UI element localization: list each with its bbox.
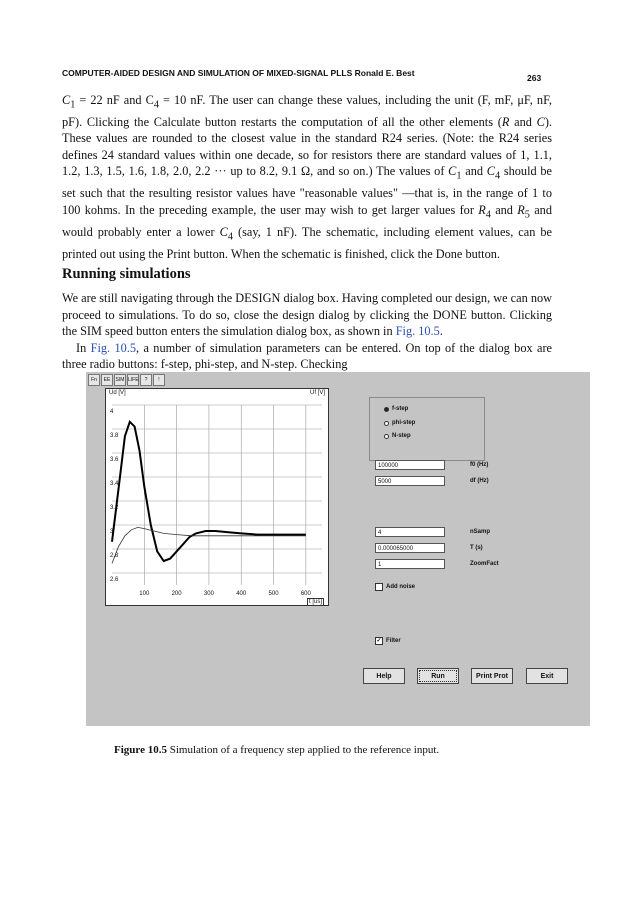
radio-n-step[interactable]: N-step [384,433,411,439]
body-paragraph-2: We are still navigating through the DESIGN dialog box. Having completed our design, we can now proceed to simulations. To do so, close the design dialog by clicking the DONE button. Clicking the SIM speed button enters the simulation dialog box, as shown in Fig. 10.5. In Fig. 10.5, a number of simulation parameters can be entered. On top of the dialog box are three radio buttons: f-step, phi-step, and N-step. Checking [62,291,553,371]
right-axis-label: Uf [V] [309,390,325,396]
x-tick-label: 200 [171,591,182,597]
zoomfact-label: ZoomFact [470,561,499,567]
df-input[interactable]: 5000 [375,476,445,486]
exit-button[interactable]: Exit [526,668,568,684]
nsamp-label: nSamp [470,529,491,535]
y-tick-label: 3.4 [110,481,119,487]
x-tick-label: 500 [268,591,279,597]
figure-link[interactable]: Fig. 10.5 [395,324,440,338]
x-tick-label: 100 [139,591,150,597]
toolbar-button[interactable]: ! [153,374,165,386]
help-button[interactable]: Help [363,668,405,684]
radio-f-step[interactable]: f-step [384,406,408,412]
simulation-plot [105,388,329,606]
x-unit-label: t [us] [309,599,323,605]
figure-caption: Figure 10.5 Simulation of a frequency step applied to the reference input. [114,744,440,756]
y-tick-label: 3.2 [110,505,119,511]
speed-toolbar [88,374,165,385]
running-title: COMPUTER-AIDED DESIGN AND SIMULATION OF MIXED-SIGNAL PLLS Ronald E. Best [62,68,415,78]
y-tick-label: 2.8 [110,553,119,559]
f0-label: f0 (Hz) [470,462,489,468]
x-tick-label: 400 [236,591,247,597]
run-button[interactable]: Run [417,668,459,684]
radio-indicator [384,434,389,439]
add-noise-checkbox[interactable]: Add noise [375,583,415,591]
toolbar-button[interactable]: EE [101,374,113,386]
radio-indicator [384,421,389,426]
checkbox-indicator [375,583,383,591]
print-prot-button[interactable]: Print Prot [471,668,513,684]
filter-checkbox[interactable]: ✓ Filter [376,638,401,644]
y-tick-label: 3 [110,529,114,535]
zoomfact-input[interactable]: 1 [375,559,445,569]
y-tick-label: 4 [110,409,114,415]
check-icon: ✓ [376,638,382,644]
figure-link[interactable]: Fig. 10.5 [90,340,137,355]
radio-phi-step[interactable]: phi-step [384,420,415,426]
section-heading: Running simulations [62,266,191,282]
f0-input[interactable]: 100000 [375,460,445,470]
x-tick-label: 300 [203,591,214,597]
toolbar-button[interactable]: SIM [114,374,126,386]
df-label: df (Hz) [470,478,489,484]
toolbar-button[interactable]: Fn [88,374,100,386]
toolbar-button[interactable]: LIFE [127,374,139,386]
x-tick-label: 600 [300,591,311,597]
y-tick-label: 3.8 [110,433,119,439]
nsamp-input[interactable]: 4 [375,527,445,537]
plot-canvas [106,389,328,605]
left-axis-label: Ud [V] [109,390,126,396]
t-label: T (s) [470,545,483,551]
radio-indicator [384,407,389,412]
t-input[interactable]: 0.000065000 [375,543,445,553]
y-tick-label: 3.6 [110,457,119,463]
page-number: 263 [527,73,542,83]
simulation-dialog-figure [86,372,590,726]
toolbar-button[interactable]: ? [140,374,152,386]
y-tick-label: 2.6 [110,577,119,583]
body-paragraph-1: $C_1 = 22$ nF and $C_4 = 10$ nF. The user can change these values, including the unit (F, mF, μF, nF, pF). Clicking the Calculate button restarts the computation of all the other elements (R and C). These values are rounded to the closest value in the standard R24 series. (Note: the R24 series defines 24 standard values within one decade, so for resistors there are standard values of 1, 1.1, 1.2, 1.3, 1.5, 1.6, 1.8, 2.0, 2.2 ··· up to 8.2, 9.1 Ω, and so on.) The values of $C_1$ and $C_4$ should be set such that the resulting resistor values have "reasonable values" —that is, in the range of 1 to 100 kohms. In the preceding example, the user may wish to get larger values for $R_4$ and $R_5$ and would probably enter a lower $C_4$ (say, 1 nF). The schematic, including element values, can be printed out using the Print button. When the schematic is finished, click the Done button. [62,93,552,261]
